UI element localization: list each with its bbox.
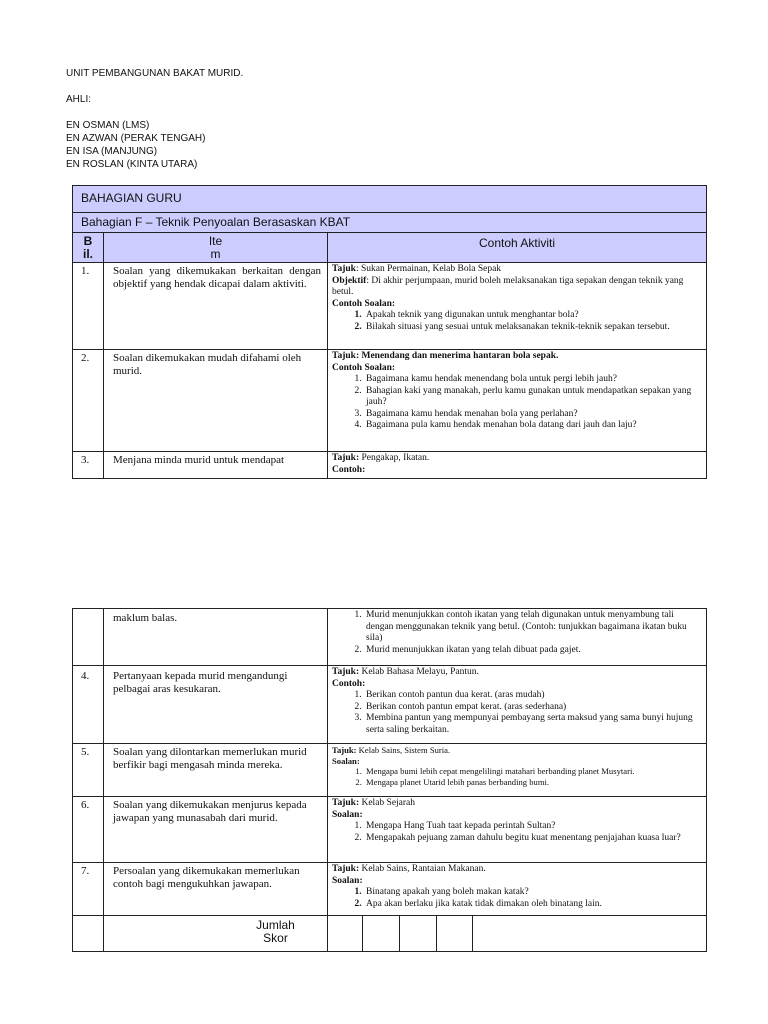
row-item-text: Soalan yang dilontarkan memerlukan murid berfikir bagi mengasah minda mereka. xyxy=(104,744,328,797)
member-list xyxy=(66,119,205,171)
row-item-text: Menjana minda murid untuk mendapat xyxy=(104,452,328,479)
member-item: EN ISA (MANJUNG) xyxy=(66,146,158,157)
row-activity: Tajuk: Kelab Sains, Rantaian Makanan. Soalan: 1. Binatang apakah yang boleh makan katak? 2. Apa akan berlaku jika katak tidak dimakan oleh binatang lain. xyxy=(328,863,707,916)
table-row xyxy=(73,350,707,452)
score-cell[interactable] xyxy=(473,916,707,952)
table-row xyxy=(73,666,707,744)
question-item: 2. Bahagian kaki yang manakah, perlu kamu gunakan untuk mendapatkan sepakan yang jauh? xyxy=(364,386,700,409)
member-item: EN OSMAN (LMS) xyxy=(66,120,150,131)
row-activity: Tajuk: Kelab Bahasa Melayu, Pantun. Contoh: 1. Berikan contoh pantun dua kerat. (aras mudah) 2. Berikan contoh pantun empat kerat. (aras sederhana) 3. Membina pantun yang mempunyai pembayang serta maksud yang sama bunyi hujung serta saling berkaitan. xyxy=(328,666,707,744)
ahli-label: AHLI: xyxy=(66,94,92,105)
total-score-label: Jumlah Skor xyxy=(104,916,328,952)
question-item: 1. Binatang apakah yang boleh makan katak? xyxy=(364,887,700,899)
empty-cell xyxy=(73,916,104,952)
question-item: 2. Mengapakah pejuang zaman dahulu begitu kuat menentang penjajahan kuasa luar? xyxy=(364,833,700,845)
kbat-table-part1 xyxy=(72,185,707,479)
row-number: 4. xyxy=(73,666,104,744)
row-number: 2. xyxy=(73,350,104,452)
member-item: EN AZWAN (PERAK TENGAH) xyxy=(66,133,206,144)
row-activity: Tajuk: Kelab Sains, Sistem Suria. Soalan: 1. Mengapa bumi lebih cepat mengelilingi matahari berbanding planet Musytari. 2. Mengapa planet Utarid lebih panas berbanding bumi. xyxy=(328,744,707,797)
question-item: 1. Bagaimana kamu hendak menendang bola untuk pergi lebih jauh? xyxy=(364,374,700,386)
document-title: UNIT PEMBANGUNAN BAKAT MURID. xyxy=(66,68,244,79)
row-number: 6. xyxy=(73,797,104,863)
question-item: 2. Bilakah situasi yang sesuai untuk melaksanakan teknik-teknik sepakan tersebut. xyxy=(364,322,700,334)
row-item-text: Soalan yang dikemukakan menjurus kepada jawapan yang munasabah dari murid. xyxy=(104,797,328,863)
question-item: 1. Murid menunjukkan contoh ikatan yang telah digunakan untuk menyambung tali dengan menggunakan teknik yang betul. (Contoh: tunjukkan bagaimana ikatan buku sila) xyxy=(364,610,700,645)
kbat-table-part2 xyxy=(72,608,707,952)
question-item: 3. Bagaimana kamu hendak menahan bola yang perlahan? xyxy=(364,409,700,421)
question-item: 4. Bagaimana pula kamu hendak menahan bola datang dari jauh dan laju? xyxy=(364,420,700,432)
table-row xyxy=(73,609,707,666)
row-number xyxy=(73,609,104,666)
question-item: 2. Apa akan berlaku jika katak tidak dimakan oleh binatang lain. xyxy=(364,899,700,911)
row-activity: Tajuk: Menendang dan menerima hantaran bola sepak. Contoh Soalan: 1. Bagaimana kamu hendak menendang bola untuk pergi lebih jauh? 2. Bahagian kaki yang manakah, perlu kamu gunakan untuk mendapatkan sepakan yang jauh? 3. Bagaimana kamu hendak menahan bola yang perlahan? 4. Bagaimana pula kamu hendak menahan bola datang dari jauh dan laju? xyxy=(328,350,707,452)
column-header-aktiviti: Contoh Aktiviti xyxy=(328,233,707,263)
row-number: 5. xyxy=(73,744,104,797)
question-item: 1. Berikan contoh pantun dua kerat. (aras mudah) xyxy=(364,690,700,702)
column-header-bil: B il. xyxy=(73,233,104,263)
table-row xyxy=(73,263,707,350)
row-number: 3. xyxy=(73,452,104,479)
score-cell[interactable] xyxy=(328,916,363,952)
table-row xyxy=(73,863,707,916)
score-cell[interactable] xyxy=(437,916,473,952)
row-activity: Tajuk: Pengakap, Ikatan. Contoh: xyxy=(328,452,707,479)
row-number: 1. xyxy=(73,263,104,350)
table-row xyxy=(73,744,707,797)
question-item: 1. Apakah teknik yang digunakan untuk menghantar bola? xyxy=(364,310,700,322)
table-row xyxy=(73,452,707,479)
row-item-text: Soalan dikemukakan mudah difahami oleh murid. xyxy=(104,350,328,452)
subsection-title: Bahagian F – Teknik Penyoalan Berasaskan KBAT xyxy=(73,213,707,233)
row-activity xyxy=(328,609,707,666)
row-item-text: maklum balas. xyxy=(104,609,328,666)
member-item: EN ROSLAN (KINTA UTARA) xyxy=(66,159,198,170)
question-item: 2. Berikan contoh pantun empat kerat. (aras sederhana) xyxy=(364,702,700,714)
row-number: 7. xyxy=(73,863,104,916)
total-score-row xyxy=(73,916,707,952)
question-item: 2. Murid menunjukkan ikatan yang telah dibuat pada gajet. xyxy=(364,645,700,657)
row-item-text: Persoalan yang dikemukakan memerlukan contoh bagi mengukuhkan jawapan. xyxy=(104,863,328,916)
question-item: 2. Mengapa planet Utarid lebih panas berbanding bumi. xyxy=(364,777,700,788)
column-header-item: Ite m xyxy=(104,233,328,263)
row-activity: Tajuk: Sukan Permainan, Kelab Bola Sepak Objektif: Di akhir perjumpaan, murid boleh melaksanakan tiga sepakan dengan teknik yang betul. Contoh Soalan: 1. Apakah teknik yang digunakan untuk menghantar bola? 2. Bilakah situasi yang sesuai untuk melaksanakan teknik-teknik sepakan tersebut. xyxy=(328,263,707,350)
score-cell[interactable] xyxy=(400,916,437,952)
row-item-text: Pertanyaan kepada murid mengandungi pelbagai aras kesukaran. xyxy=(104,666,328,744)
section-title: BAHAGIAN GURU xyxy=(73,186,707,213)
table-row xyxy=(73,797,707,863)
question-item: 3. Membina pantun yang mempunyai pembayang serta maksud yang sama bunyi hujung serta saling berkaitan. xyxy=(364,713,700,736)
score-cell[interactable] xyxy=(363,916,400,952)
question-item: 1. Mengapa bumi lebih cepat mengelilingi matahari berbanding planet Musytari. xyxy=(364,766,700,777)
row-activity: Tajuk: Kelab Sejarah Soalan: 1. Mengapa Hang Tuah taat kepada perintah Sultan? 2. Mengapakah pejuang zaman dahulu begitu kuat menentang penjajahan kuasa luar? xyxy=(328,797,707,863)
row-item-text: Soalan yang dikemukakan berkaitan dengan objektif yang hendak dicapai dalam aktiviti. xyxy=(104,263,328,350)
question-item: 1. Mengapa Hang Tuah taat kepada perintah Sultan? xyxy=(364,821,700,833)
